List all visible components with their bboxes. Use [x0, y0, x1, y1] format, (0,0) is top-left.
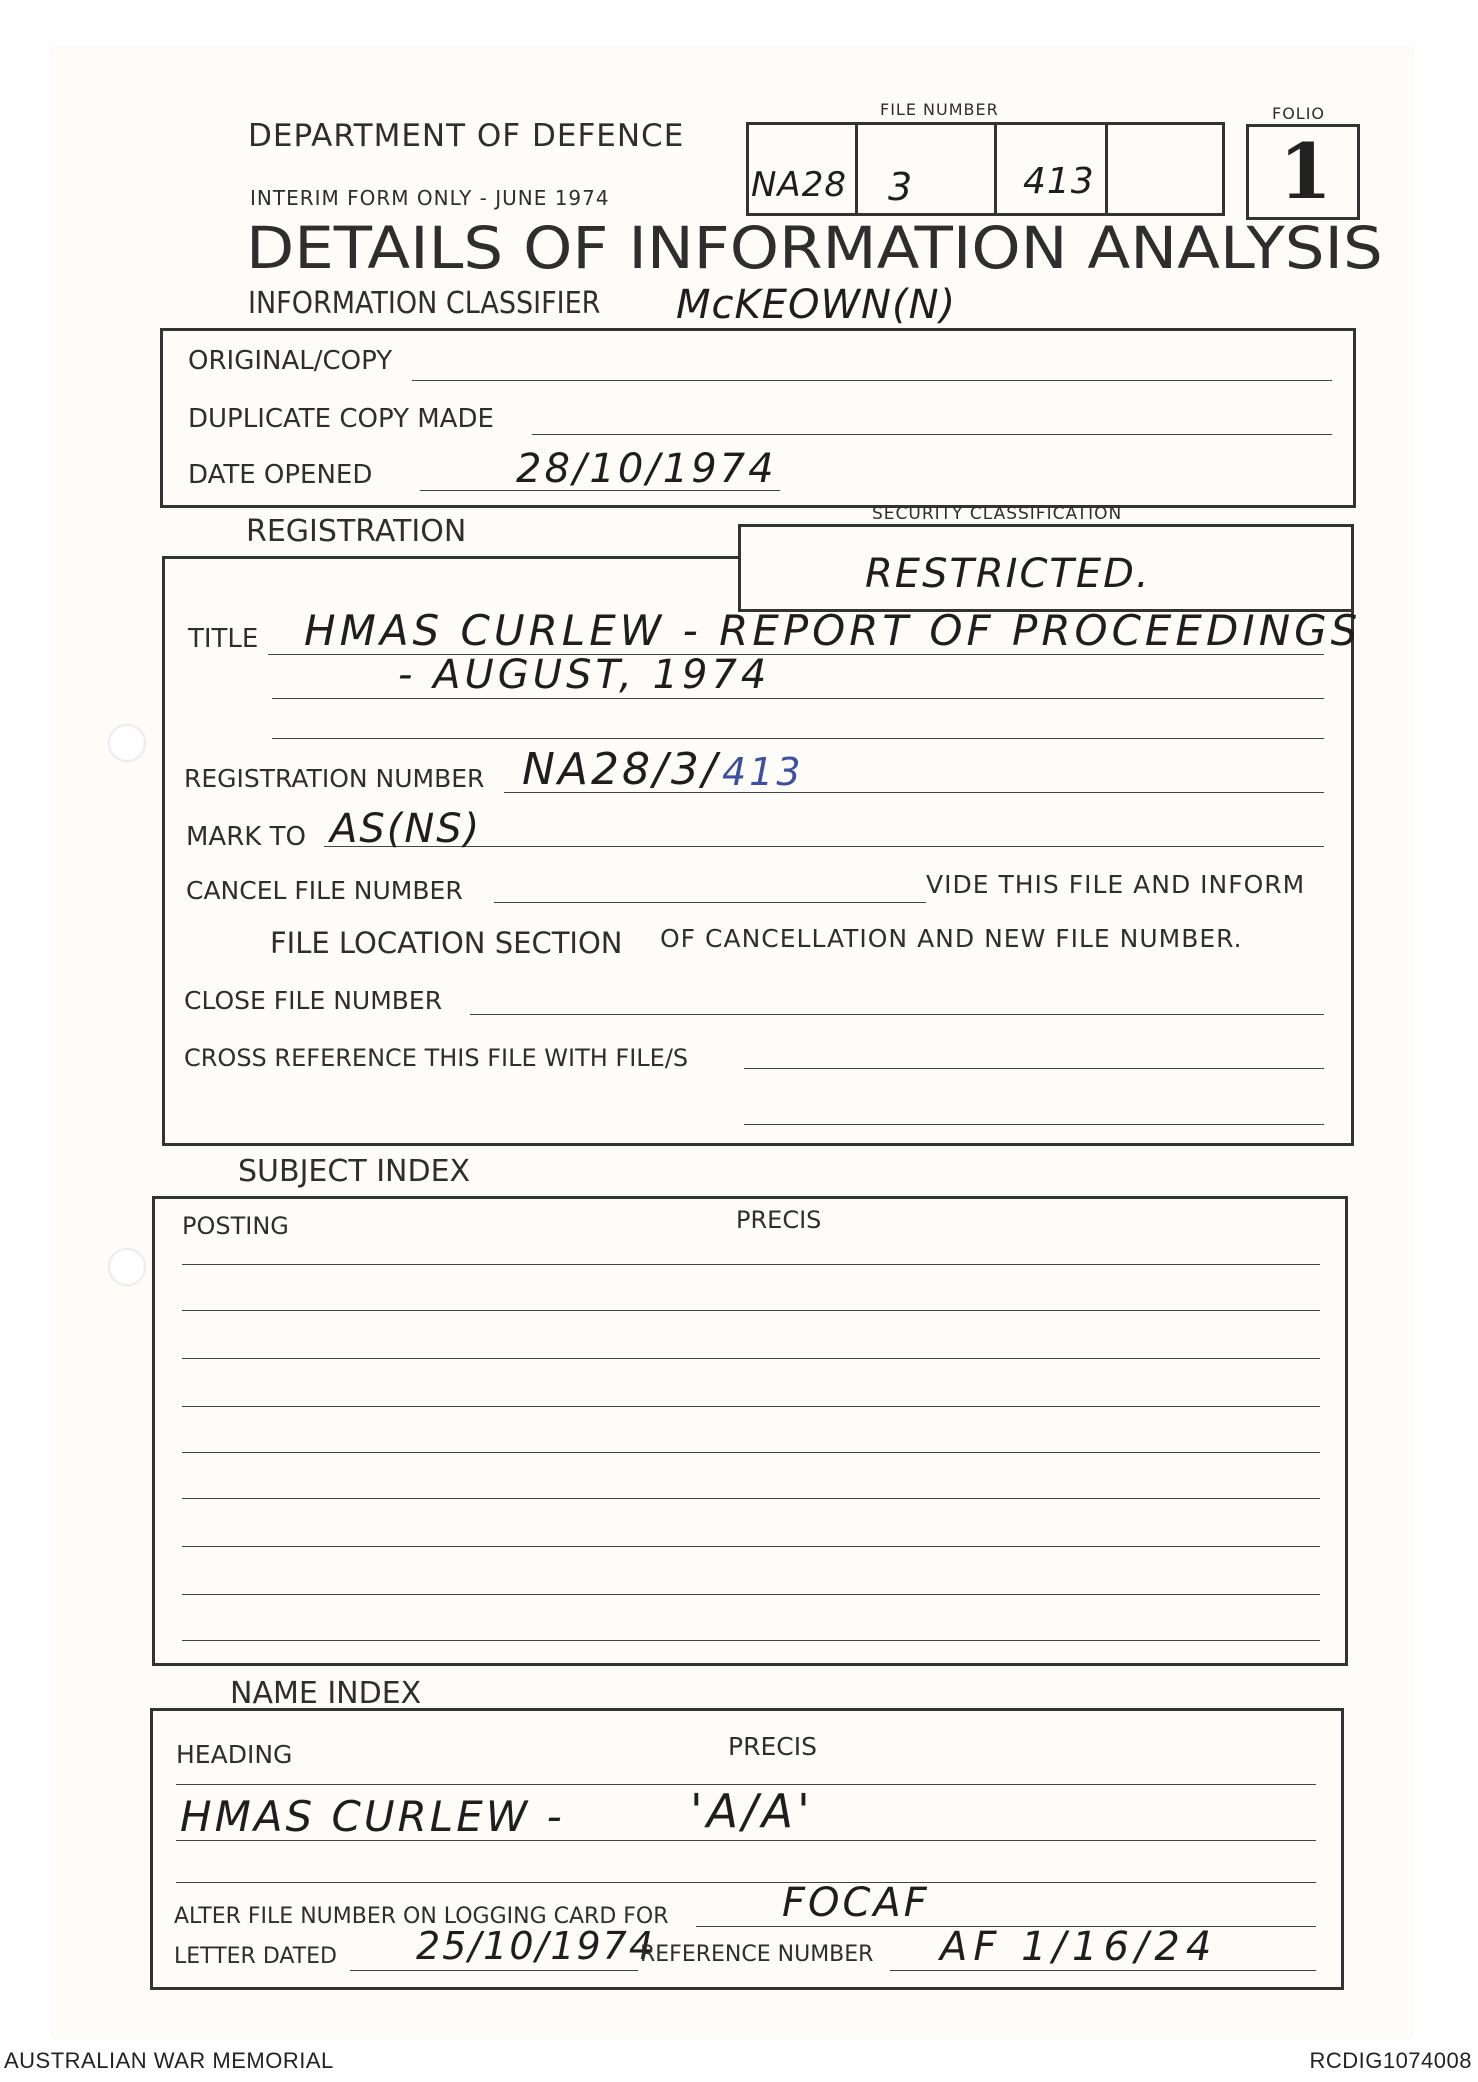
subject-line-2 [182, 1310, 1320, 1311]
name-index-heading: NAME INDEX [230, 1676, 422, 1711]
punch-hole-top [108, 724, 146, 762]
folio-box [1246, 124, 1360, 220]
file-number-cell-1-value: NA28 [751, 165, 847, 205]
subject-line-5 [182, 1452, 1320, 1453]
name-heading-value: HMAS CURLEW - [180, 1792, 565, 1841]
alter-file-number-label: ALTER FILE NUMBER ON LOGGING CARD FOR [174, 1904, 669, 1929]
footer-identifier: RCDIG1074008 [1309, 2048, 1472, 2073]
subject-line-7 [182, 1546, 1320, 1547]
classifier-label: INFORMATION CLASSIFIER [248, 286, 601, 321]
title-line-3 [272, 738, 1324, 739]
name-precis-label: PRECIS [728, 1732, 817, 1761]
close-file-number-label: CLOSE FILE NUMBER [184, 986, 443, 1015]
subject-line-6 [182, 1498, 1320, 1499]
security-classification-label: SECURITY CLASSIFICATION [872, 504, 1123, 524]
file-number-cell-5 [1222, 122, 1225, 216]
name-heading-label: HEADING [176, 1740, 293, 1769]
subject-line-9 [182, 1640, 1320, 1641]
registration-number-blue: 413 [722, 750, 804, 794]
file-number-cell-3-value: 413 [1023, 161, 1095, 202]
registration-number-value: NA28/3/ [522, 744, 720, 795]
subject-index-heading: SUBJECT INDEX [238, 1154, 471, 1189]
title-value-line-1: HMAS CURLEW - REPORT OF PROCEEDINGS [304, 606, 1362, 655]
subject-line-8 [182, 1594, 1320, 1595]
cancel-file-number-line [494, 902, 926, 903]
name-precis-value: 'A/A' [690, 1784, 814, 1838]
interim-form-note: INTERIM FORM ONLY - JUNE 1974 [250, 186, 610, 210]
duplicate-copy-line [532, 434, 1332, 435]
letter-dated-label: LETTER DATED [174, 1944, 338, 1969]
title-label: TITLE [188, 624, 259, 654]
original-copy-label: ORIGINAL/COPY [188, 346, 393, 376]
security-classification-value: RESTRICTED. [865, 551, 1151, 597]
registration-heading: REGISTRATION [246, 514, 467, 549]
date-opened-label: DATE OPENED [188, 460, 373, 490]
subject-line-1 [182, 1264, 1320, 1265]
cancel-vide-text: VIDE THIS FILE AND INFORM [926, 870, 1306, 899]
alter-file-number-value: FOCAF [782, 1880, 930, 1926]
duplicate-copy-label: DUPLICATE COPY MADE [188, 404, 494, 434]
footer-source: AUSTRALIAN WAR MEMORIAL [4, 2048, 334, 2073]
name-line-2 [176, 1840, 1316, 1841]
mark-to-value: AS(NS) [330, 806, 482, 852]
folio-value: 1 [1279, 127, 1332, 216]
original-copy-line [412, 380, 1332, 381]
file-location-rest: OF CANCELLATION AND NEW FILE NUMBER. [660, 924, 1243, 953]
subject-posting-label: POSTING [182, 1212, 289, 1240]
date-opened-value: 28/10/1974 [516, 446, 777, 492]
folio-label: FOLIO [1272, 104, 1326, 123]
subject-line-3 [182, 1358, 1320, 1359]
subject-index-box [152, 1196, 1348, 1666]
registration-number-label: REGISTRATION NUMBER [184, 764, 485, 793]
close-file-number-line [470, 1014, 1324, 1015]
file-number-cell-2 [855, 122, 997, 216]
file-location-section-label: FILE LOCATION SECTION [270, 926, 623, 960]
cancel-file-number-label: CANCEL FILE NUMBER [186, 876, 463, 905]
punch-hole-bottom [108, 1248, 146, 1286]
file-number-label: FILE NUMBER [880, 100, 999, 119]
file-number-cell-4 [1105, 122, 1225, 216]
reference-number-label: REFERENCE NUMBER [640, 1942, 874, 1967]
letter-dated-value: 25/10/1974 [416, 1924, 656, 1968]
cross-reference-label: CROSS REFERENCE THIS FILE WITH FILE/S [184, 1044, 689, 1072]
security-classification-box [738, 524, 1354, 612]
file-number-cell-2-value: 3 [888, 165, 916, 209]
cross-reference-line-2 [744, 1124, 1324, 1125]
title-line-2 [272, 698, 1324, 699]
title-value-line-2: - AUGUST, 1974 [398, 652, 771, 698]
reference-number-value: AF 1/16/24 [940, 1924, 1218, 1970]
name-line-3 [176, 1882, 1316, 1883]
subject-precis-label: PRECIS [736, 1206, 822, 1234]
department-label: DEPARTMENT OF DEFENCE [248, 118, 685, 154]
reference-number-line [890, 1970, 1316, 1971]
mark-to-label: MARK TO [186, 822, 306, 852]
subject-line-4 [182, 1406, 1320, 1407]
classifier-value: McKEOWN(N) [676, 282, 957, 328]
form-title: DETAILS OF INFORMATION ANALYSIS [246, 214, 1383, 282]
cross-reference-line-1 [744, 1068, 1324, 1069]
file-number-cell-3 [994, 122, 1108, 216]
file-number-cell-1 [746, 122, 858, 216]
letter-dated-line [350, 1970, 638, 1971]
